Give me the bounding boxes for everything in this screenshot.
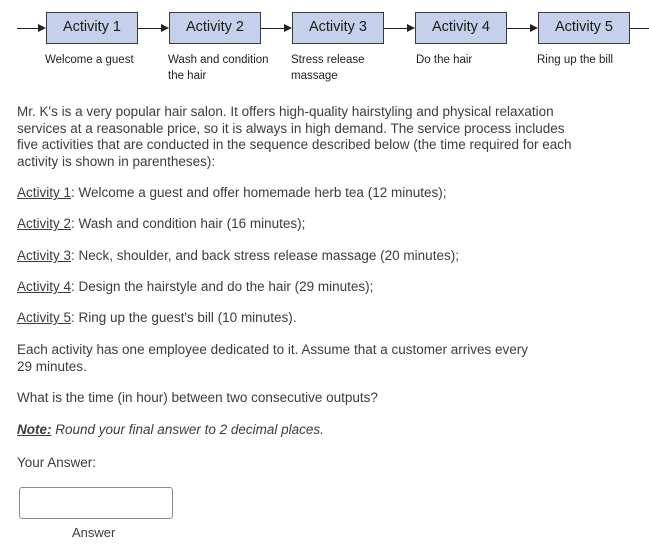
activity-1-box: Activity 1 [46, 12, 138, 44]
flow-arrow-3-4 [384, 28, 408, 29]
assumption-paragraph: Each activity has one employee dedicated to it. Assume that a customer arrives every 29 minutes. [17, 342, 529, 374]
activity-detail-1 [17, 185, 446, 202]
activity-3-description: : Neck, shoulder, and back stress release massage (20 minutes); [71, 248, 459, 263]
note-text: Round your final answer to 2 decimal places. [51, 422, 324, 437]
activity-2-caption: Wash and condition the hair [168, 54, 269, 82]
arrowhead-icon [284, 24, 292, 32]
your-answer-label: Your Answer: [17, 455, 97, 470]
question-prompt: What is the time (in hour) between two consecutive outputs? [17, 390, 378, 405]
answer-input[interactable] [19, 487, 173, 519]
arrowhead-icon [161, 24, 169, 32]
activity-2-description: : Wash and condition hair (16 minutes); [71, 216, 306, 231]
activity-detail-4 [17, 279, 373, 296]
arrowhead-icon [407, 24, 415, 32]
flow-arrow-1-2 [138, 28, 162, 29]
activity-5-box: Activity 5 [538, 12, 630, 44]
activity-1-caption: Welcome a guest [45, 54, 134, 66]
activity-detail-3 [17, 248, 459, 265]
answer-caption: Answer [72, 525, 116, 540]
activity-5-link: Activity 5 [17, 310, 72, 325]
activity-3-link: Activity 3 [17, 248, 72, 263]
activity-4-box: Activity 4 [415, 12, 507, 44]
activity-4-link: Activity 4 [17, 279, 72, 294]
activity-4-caption: Do the hair [416, 54, 473, 66]
activity-5-caption: Ring up the bill [537, 54, 614, 66]
activity-2-link: Activity 2 [17, 216, 72, 231]
intro-paragraph: Mr. K's is a very popular hair salon. It offers high-quality hairstyling and physical relaxation services at a reasonable price, so it is always in high demand. The service process includes five activities that are conducted in the sequence described below (the time required for each activity is shown in parentheses): [17, 104, 572, 169]
activity-5-description: : Ring up the guest's bill (10 minutes). [71, 310, 297, 325]
arrowhead-icon [530, 24, 538, 32]
note-label: Note: [17, 422, 52, 437]
activity-2-box: Activity 2 [169, 12, 261, 44]
activity-4-description: : Design the hairstyle and do the hair (29 minutes); [71, 279, 374, 294]
flow-arrow-4-5 [507, 28, 531, 29]
activity-3-caption: Stress release massage [291, 54, 365, 82]
arrowhead-icon [38, 24, 46, 32]
activity-detail-5 [17, 310, 296, 327]
activity-1-description: : Welcome a guest and offer homemade herb tea (12 minutes); [71, 185, 447, 200]
activity-3-box: Activity 3 [292, 12, 384, 44]
process-flow-diagram [0, 0, 649, 90]
flow-arrow-out [630, 28, 649, 29]
flow-arrow-2-3 [261, 28, 285, 29]
activity-1-link: Activity 1 [17, 185, 72, 200]
activity-detail-2 [17, 216, 305, 233]
note [17, 422, 577, 439]
